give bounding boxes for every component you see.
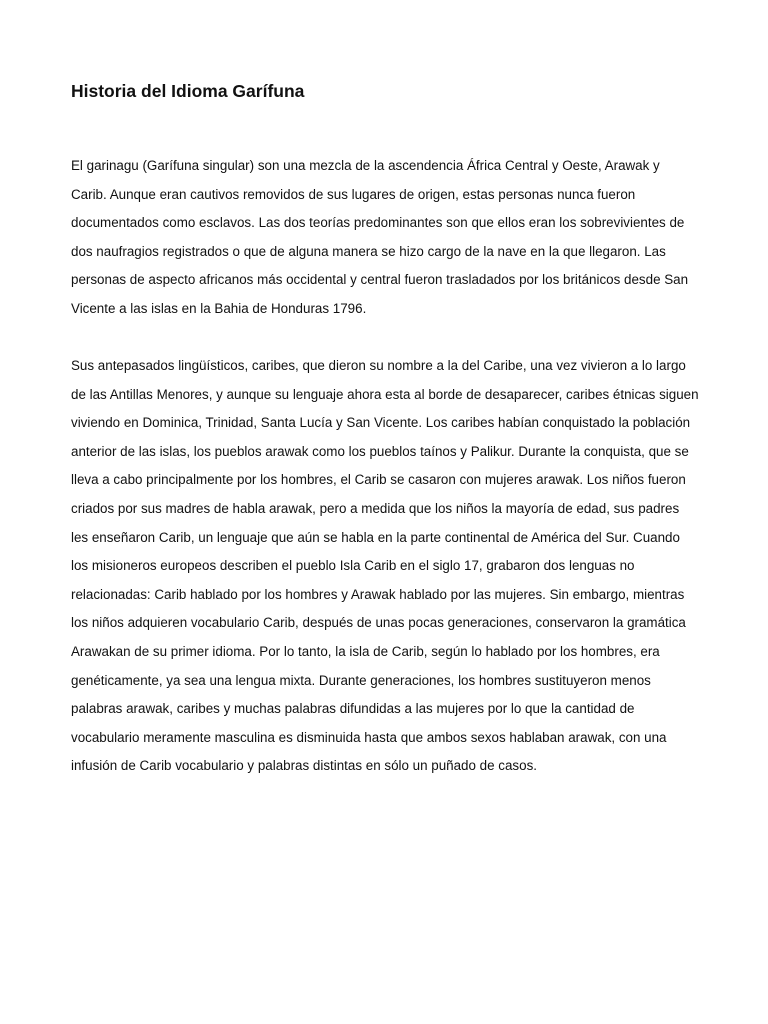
paragraph-linguistic-ancestors: Sus antepasados lingüísticos, caribes, que dieron su nombre a la del Caribe, una vez vivieron a lo largo de las Antillas Menores, y aunque su lenguaje ahora esta al borde de desaparecer, caribes étnicas siguen viviendo en Dominica, Trinidad, Santa Lucía y San Vicente. Los caribes habían conquistado la población anterior de las islas, los pueblos arawak como los pueblos taínos y Palikur. Durante la conquista, que se lleva a cabo principalmente por los hombres, el Carib se casaron con mujeres arawak. Los niños fueron criados por sus madres de habla arawak, pero a medida que los niños la mayoría de edad, sus padres les enseñaron Carib, un lenguaje que aún se habla en la parte continental de América del Sur. Cuando los misioneros europeos describen el pueblo Isla Carib en el siglo 17, grabaron dos lenguas no relacionadas: Carib hablado por los hombres y Arawak hablado por las mujeres. Sin embargo, mientras los niños adquieren vocabulario Carib, después de unas pocas generaciones, conservaron la gramática Arawakan de su primer idioma. Por lo tanto, la isla de Carib, según lo hablado por los hombres, era genéticamente, ya sea una lengua mixta. Durante generaciones, los hombres sustituyeron menos palabras arawak, caribes y muchas palabras difundidas a las mujeres por lo que la cantidad de vocabulario meramente masculina es disminuida hasta que ambos sexos hablaban arawak, con una infusión de Carib vocabulario y palabras distintas en sólo un puñado de casos.	[71, 358, 699, 774]
paragraph-origins: El garinagu (Garífuna singular) son una mezcla de la ascendencia África Central y Oeste, Arawak y Carib. Aunque eran cautivos removidos de sus lugares de origen, estas personas nunca fueron documentados como esclavos. Las dos teorías predominantes son que ellos eran los sobrevivientes de dos naufragios registrados o que de alguna manera se hizo cargo de la nave en la que llegaron. Las personas de aspecto africanos más occidental y central fueron trasladados por los británicos desde San Vicente a las islas en la Bahia de Honduras 1796.	[71, 158, 689, 316]
document-title: Historia del Idioma Garífuna	[71, 81, 305, 101]
